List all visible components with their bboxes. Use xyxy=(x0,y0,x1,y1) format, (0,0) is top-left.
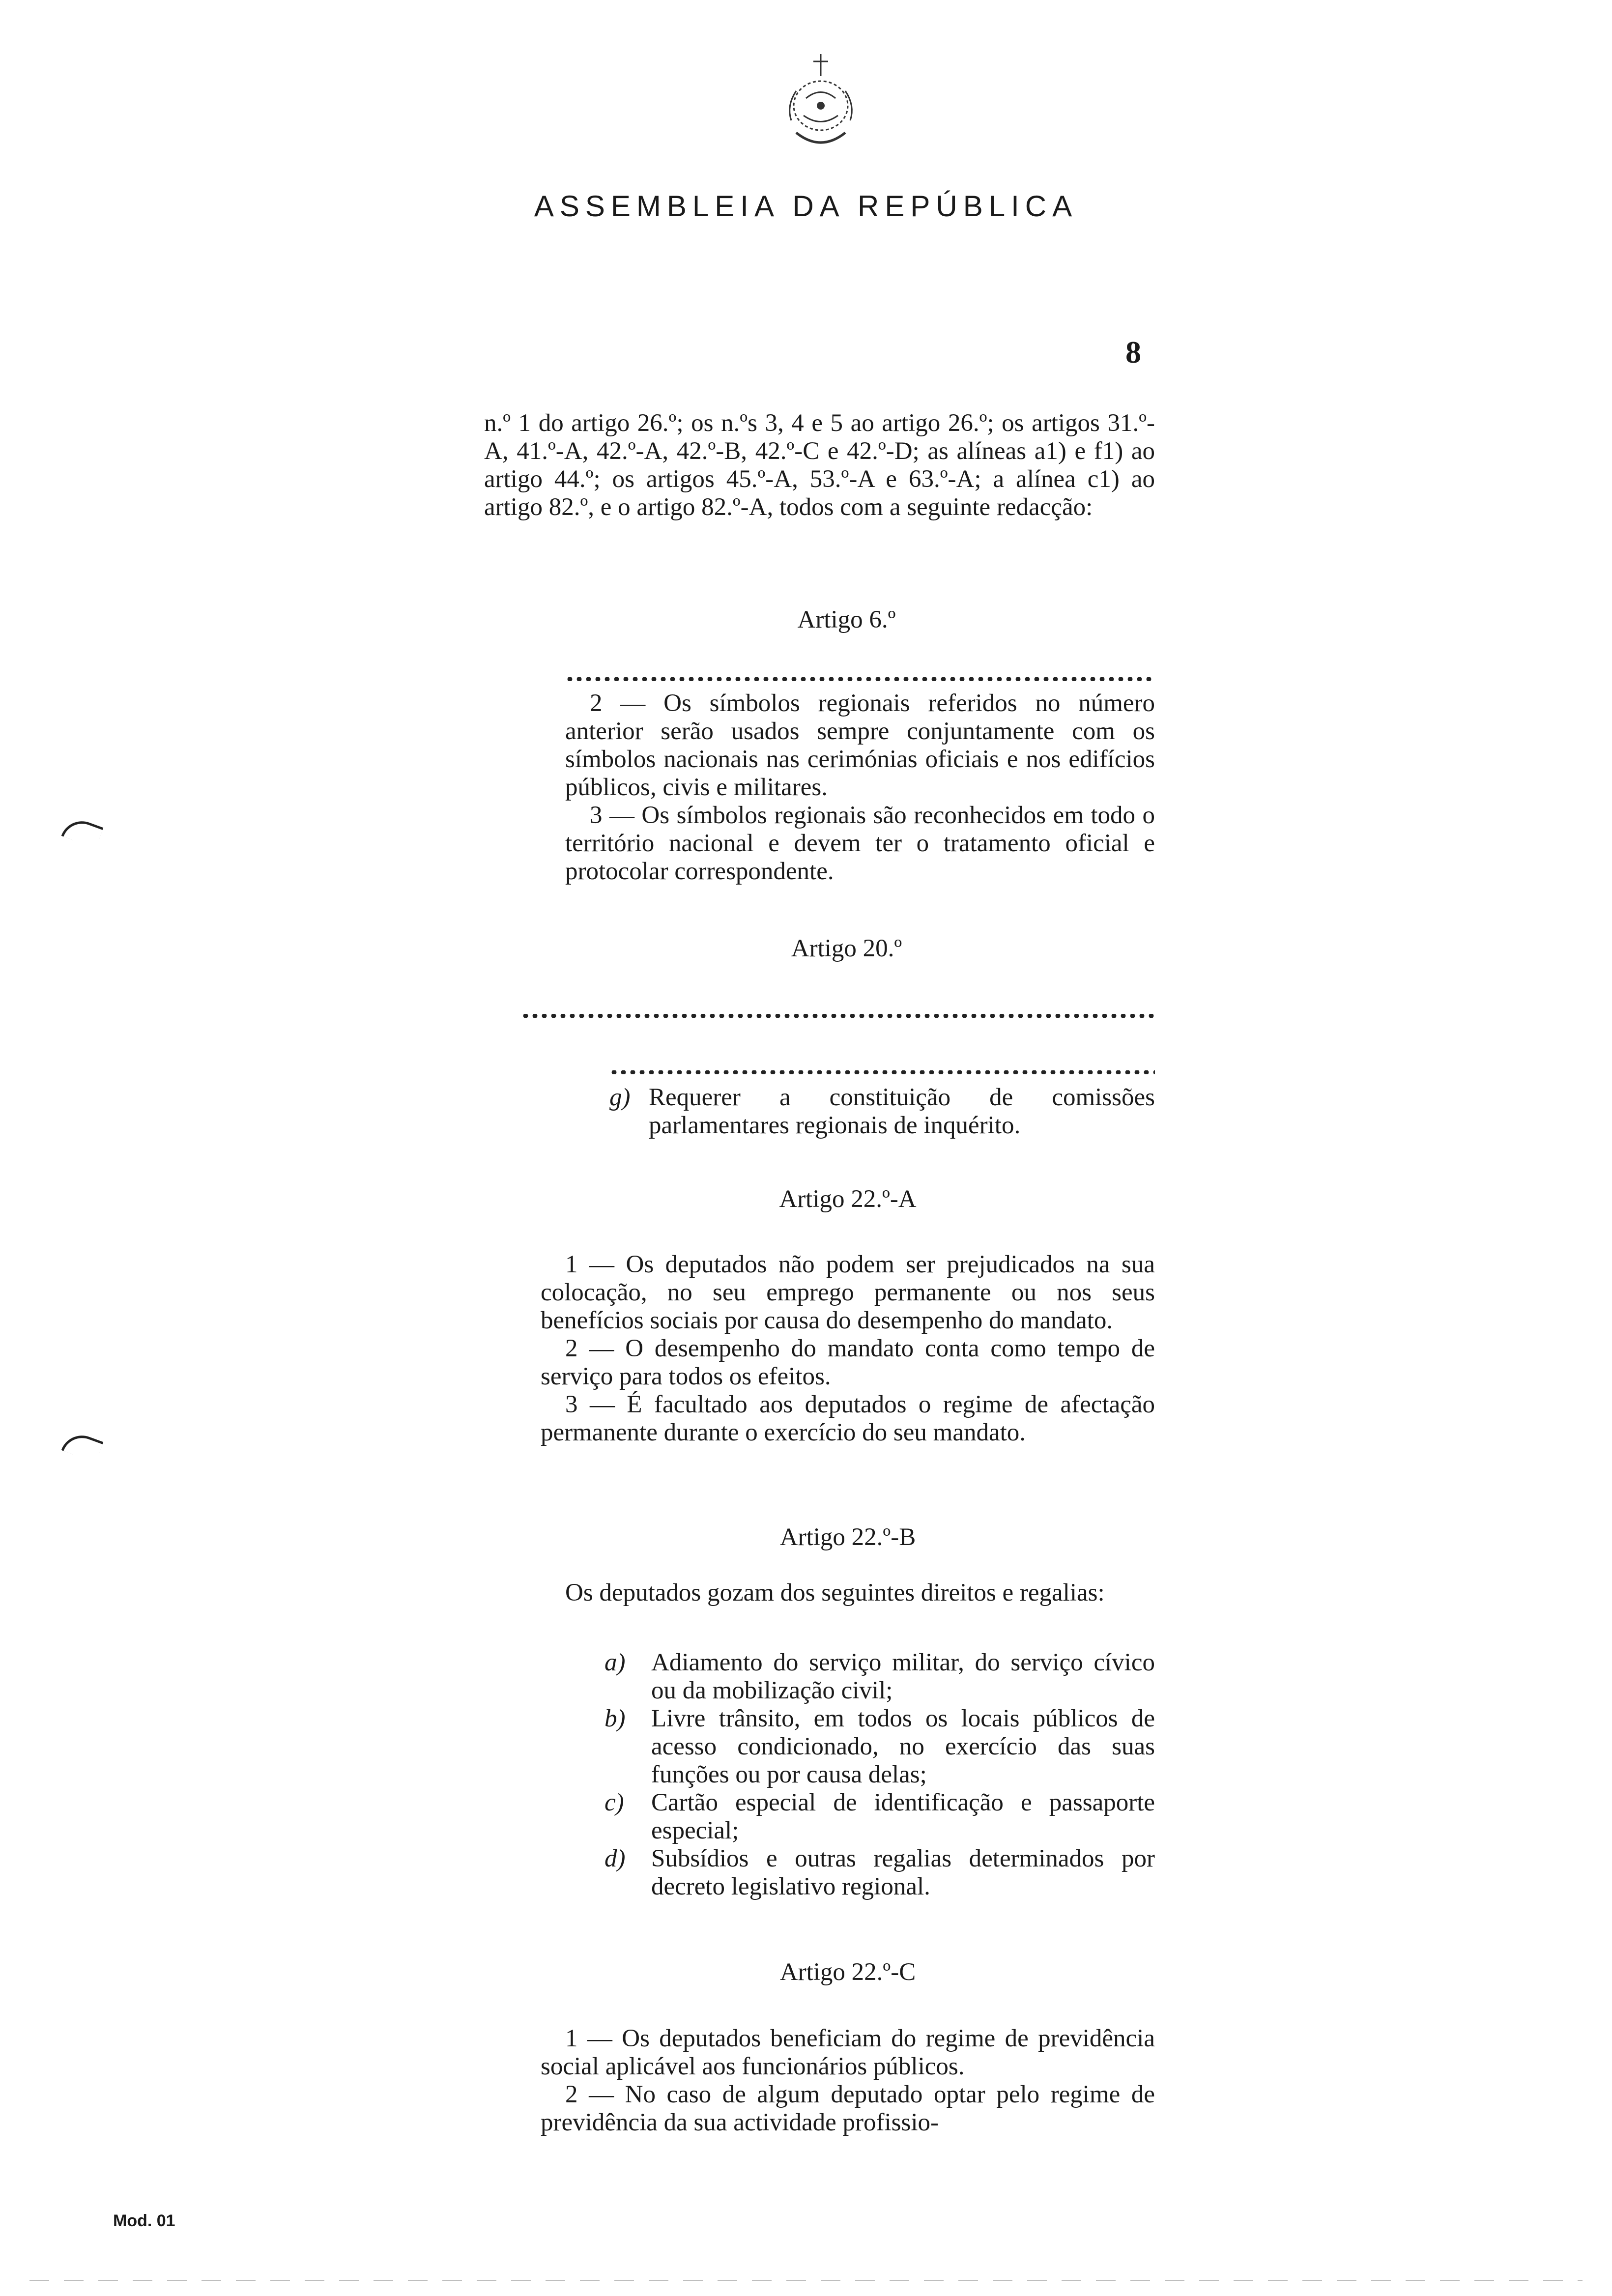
list-item xyxy=(609,1084,1155,1140)
ellipsis-dots xyxy=(609,1070,1155,1074)
margin-punch-mark xyxy=(61,815,104,849)
list-item xyxy=(604,1649,1155,1705)
article-22a-title: Artigo 22.º-A xyxy=(779,1185,917,1213)
article-6-paragraph-3: 3 — Os símbolos regionais são reconhecidos em todo o território nacional e devem ter o tratamento oficial e protocolar correspondente. xyxy=(565,802,1155,885)
article-22b-title: Artigo 22.º-B xyxy=(779,1523,916,1551)
list-item xyxy=(604,1705,1155,1789)
page-header-title: ASSEMBLEIA DA REPÚBLICA xyxy=(534,190,1078,223)
article-22c-title: Artigo 22.º-C xyxy=(779,1958,916,1986)
article-22b-intro: Os deputados gozam dos seguintes direitos e regalias: xyxy=(565,1579,1105,1607)
item-label: b) xyxy=(604,1705,626,1732)
article-22c-paragraph-1: 1 — Os deputados beneficiam do regime de previdência social aplicável aos funcionários públicos. xyxy=(541,2025,1155,2080)
article-22a-paragraph-3: 3 — É facultado aos deputados o regime de afectação permanente durante o exercício do seu mandato. xyxy=(541,1391,1155,1446)
ellipsis-dots xyxy=(521,1014,1155,1018)
article-22c-paragraph-2: 2 — No caso de algum deputado optar pelo regime de previdência da sua actividade profissio- xyxy=(541,2081,1155,2136)
article-22a-body xyxy=(541,1251,1155,1447)
item-text: Adiamento do serviço militar, do serviço cívico ou da mobilização civil; xyxy=(651,1649,1155,1704)
ellipsis-dots xyxy=(565,677,1155,681)
article-22b-body xyxy=(541,1579,1155,1607)
item-label: a) xyxy=(604,1649,626,1676)
article-6-paragraph-2: 2 — Os símbolos regionais referidos no número anterior serão usados sempre conjuntamente com os símbolos nacionais nas cerimónias oficiais e nos edifícios públicos, civis e militares. xyxy=(565,689,1155,801)
article-22a-paragraph-1: 1 — Os deputados não podem ser prejudicados na sua colocação, no seu emprego permanente ou nos seus benefícios sociais por causa do desempenho do mandato. xyxy=(541,1251,1155,1334)
margin-punch-mark xyxy=(61,1430,104,1463)
list-item xyxy=(604,1845,1155,1901)
item-label: c) xyxy=(604,1789,624,1816)
article-6-title: Artigo 6.º xyxy=(797,606,896,633)
article-20-item-g xyxy=(609,1084,1155,1140)
item-label: d) xyxy=(604,1845,626,1872)
intro-paragraph xyxy=(484,409,1155,521)
article-22a-paragraph-2: 2 — O desempenho do mandato conta como tempo de serviço para todos os efeitos. xyxy=(541,1335,1155,1390)
item-text: Requerer a constituição de comissões parlamentares regionais de inquérito. xyxy=(649,1084,1155,1139)
item-text: Subsídios e outras regalias determinados por decreto legislativo regional. xyxy=(651,1845,1155,1900)
page-number: 8 xyxy=(1125,335,1141,370)
item-label: g) xyxy=(609,1084,631,1111)
item-text: Cartão especial de identificação e passaporte especial; xyxy=(651,1789,1155,1844)
list-item xyxy=(604,1789,1155,1845)
form-model-label: Mod. 01 xyxy=(113,2211,175,2230)
article-20-title: Artigo 20.º xyxy=(791,935,902,962)
coat-of-arms-emblem xyxy=(777,47,865,155)
article-6-body xyxy=(565,689,1155,886)
article-22c-body xyxy=(541,2025,1155,2137)
intro-text: n.º 1 do artigo 26.º; os n.ºs 3, 4 e 5 ao artigo 26.º; os artigos 31.º-A, 41.º-A, 42.º-A, 42.º-B, 42.º-C e 42.º-D; as alíneas a1) e f1) ao artigo 44.º; os artigos 45.º-A, 53.º-A e 63.º-A; a alínea c1) ao artigo 82.º, e o artigo 82.º-A, todos com a seguinte redacção: xyxy=(484,409,1155,521)
bottom-edge-line xyxy=(29,2280,1583,2281)
article-22b-list xyxy=(604,1649,1155,1901)
item-text: Livre trânsito, em todos os locais públicos de acesso condicionado, no exercício das suas funções ou por causa delas; xyxy=(651,1705,1155,1788)
